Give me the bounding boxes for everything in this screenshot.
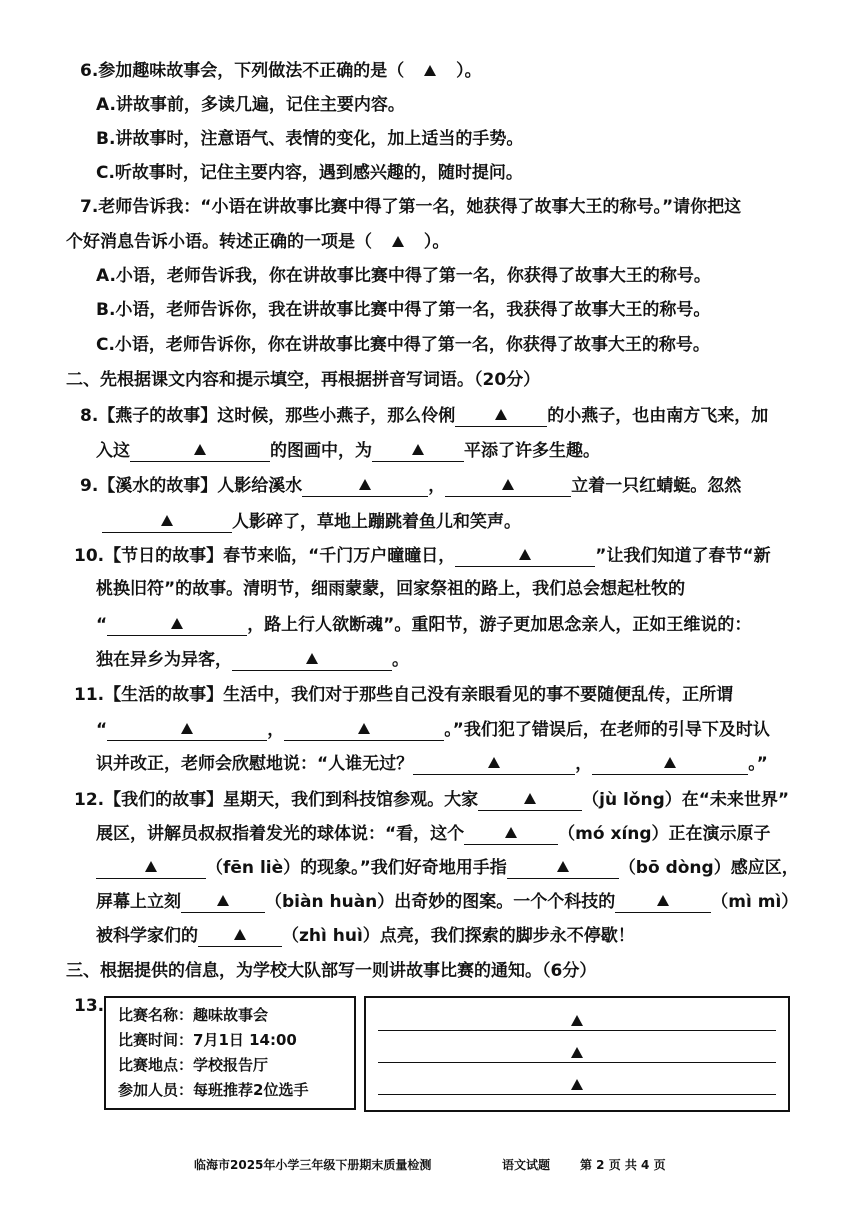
triangle-marker-icon: [571, 1047, 583, 1058]
fill-blank[interactable]: [413, 752, 575, 775]
triangle-marker-icon: [306, 653, 318, 664]
question-11-line-2: “ ， 。”我们犯了错误后，在老师的引导下及时认: [96, 720, 770, 740]
question-8-line-2: 入这 的图画中，为 平添了许多生趣。: [96, 441, 600, 461]
question-6-option-c: C.听故事时，记住主要内容，遇到感兴趣的，随时提问。: [96, 163, 523, 183]
question-10-line-1: 10.【节日的故事】春节来临，“千门万户曈曈日， ”让我们知道了春节“新: [74, 546, 771, 566]
question-10-line-3: “ ，路上行人欲断魂”。重阳节，游子更加思念亲人，正如王维说的：: [96, 615, 752, 635]
question-7-option-c: C.小语，老师告诉你，你在讲故事比赛中得了第一名，你获得了故事大王的称号。: [96, 335, 710, 355]
question-9-line-1: 9.【溪水的故事】人影给溪水 ， 立着一只红蜻蜓。忽然: [80, 476, 742, 496]
footer-subject: 语文试题: [502, 1158, 551, 1172]
fill-blank[interactable]: [198, 924, 282, 947]
question-13-number: 13.: [74, 996, 105, 1016]
question-12-line-1: 12.【我们的故事】星期天，我们到科技馆参观。大家 （jù lǒng）在“未来世界”: [74, 790, 790, 810]
question-6-stem: 6.参加趣味故事会，下列做法不正确的是（ ）。: [80, 61, 482, 81]
fill-blank[interactable]: [455, 404, 547, 427]
triangle-marker-icon: [495, 409, 507, 420]
fill-blank[interactable]: [445, 474, 571, 497]
question-9-line-2: 人影碎了，草地上蹦跳着鱼儿和笑声。: [102, 510, 521, 533]
triangle-marker-icon: [181, 723, 193, 734]
footer-page-number: 第 2 页 共 4 页: [580, 1158, 666, 1172]
triangle-marker-icon: [505, 827, 517, 838]
answer-line[interactable]: [378, 1074, 776, 1095]
answer-blank[interactable]: [378, 231, 418, 253]
triangle-marker-icon: [488, 757, 500, 768]
triangle-marker-icon: [217, 895, 229, 906]
fill-blank[interactable]: [96, 856, 206, 879]
question-7-option-b: B.小语，老师告诉你，我在讲故事比赛中得了第一名，我获得了故事大王的称号。: [96, 300, 711, 320]
fill-blank[interactable]: [592, 752, 748, 775]
section-3-title: 三、根据提供的信息，为学校大队部写一则讲故事比赛的通知。（6分）: [66, 961, 597, 981]
fill-blank[interactable]: [284, 718, 444, 741]
footer-exam-title: 临海市2025年小学三年级下册期末质量检测: [194, 1158, 432, 1172]
answer-line[interactable]: [378, 1010, 776, 1031]
question-7-option-a: A.小语，老师告诉我，你在讲故事比赛中得了第一名，你获得了故事大王的称号。: [96, 266, 711, 286]
fill-blank[interactable]: [181, 890, 265, 913]
triangle-marker-icon: [519, 549, 531, 560]
question-6-option-b: B.讲故事时，注意语气、表情的变化，加上适当的手势。: [96, 129, 524, 149]
triangle-marker-icon: [524, 793, 536, 804]
triangle-marker-icon: [171, 618, 183, 629]
info-name: 比赛名称：趣味故事会: [118, 1006, 269, 1024]
question-10-line-4: 独在异乡为异客， 。: [96, 650, 409, 670]
triangle-marker-icon: [359, 479, 371, 490]
question-12-line-4: 屏幕上立刻 （biàn huàn）出奇妙的图案。一个个科技的 （mì mì）: [96, 892, 799, 912]
question-10-line-2: 桃换旧符”的故事。清明节，细雨蒙蒙，回家祭祖的路上，我们总会想起杜牧的: [96, 579, 686, 599]
info-place: 比赛地点：学校报告厅: [118, 1056, 269, 1074]
triangle-marker-icon: [194, 444, 206, 455]
triangle-marker-icon: [424, 65, 436, 76]
fill-blank[interactable]: [372, 439, 464, 462]
question-8-line-1: 8.【燕子的故事】这时候，那些小燕子，那么伶俐 的小燕子，也由南方飞来，加: [80, 406, 769, 426]
triangle-marker-icon: [412, 444, 424, 455]
info-time: 比赛时间：7月1日 14:00: [118, 1031, 297, 1049]
fill-blank[interactable]: [302, 474, 428, 497]
triangle-marker-icon: [502, 479, 514, 490]
fill-blank[interactable]: [232, 648, 392, 671]
section-2-title: 二、先根据课文内容和提示填空，再根据拼音写词语。（20分）: [66, 370, 541, 390]
triangle-marker-icon: [664, 757, 676, 768]
triangle-marker-icon: [557, 861, 569, 872]
fill-blank[interactable]: [455, 544, 595, 567]
fill-blank[interactable]: [130, 439, 270, 462]
fill-blank[interactable]: [615, 890, 711, 913]
competition-info-box: [104, 996, 356, 1110]
question-12-line-3: （fēn liè）的现象。”我们好奇地用手指 （bō dòng）感应区，: [96, 856, 799, 879]
triangle-marker-icon: [358, 723, 370, 734]
triangle-marker-icon: [234, 929, 246, 940]
notice-answer-box[interactable]: [364, 996, 790, 1112]
question-7-stem: 7.老师告诉我：“小语在讲故事比赛中得了第一名，她获得了故事大王的称号。”请你把这: [80, 197, 742, 217]
triangle-marker-icon: [392, 236, 404, 247]
question-12-line-5: 被科学家们的 （zhì huì）点亮，我们探索的脚步永不停歇！: [96, 926, 635, 946]
triangle-marker-icon: [571, 1079, 583, 1090]
question-12-line-2: 展区，讲解员叔叔指着发光的球体说：“看，这个 （mó xíng）正在演示原子: [96, 824, 771, 844]
fill-blank[interactable]: [464, 822, 558, 845]
triangle-marker-icon: [657, 895, 669, 906]
fill-blank[interactable]: [478, 788, 582, 811]
fill-blank[interactable]: [107, 613, 247, 636]
info-participants: 参加人员：每班推荐2位选手: [118, 1081, 309, 1099]
answer-line[interactable]: [378, 1042, 776, 1063]
triangle-marker-icon: [145, 861, 157, 872]
answer-blank[interactable]: [410, 60, 450, 82]
triangle-marker-icon: [571, 1015, 583, 1026]
triangle-marker-icon: [161, 515, 173, 526]
question-7-stem-cont: 个好消息告诉小语。转述正确的一项是（ ）。: [66, 232, 450, 252]
fill-blank[interactable]: [107, 718, 267, 741]
question-11-line-1: 11.【生活的故事】生活中，我们对于那些自己没有亲眼看见的事不要随便乱传，正所谓: [74, 685, 734, 705]
fill-blank[interactable]: [507, 856, 619, 879]
question-11-line-3: 识并改正，老师会欣慰地说：“人谁无过？ ， 。”: [96, 754, 768, 774]
question-6-option-a: A.讲故事前，多读几遍，记住主要内容。: [96, 95, 405, 115]
fill-blank[interactable]: [102, 510, 232, 533]
